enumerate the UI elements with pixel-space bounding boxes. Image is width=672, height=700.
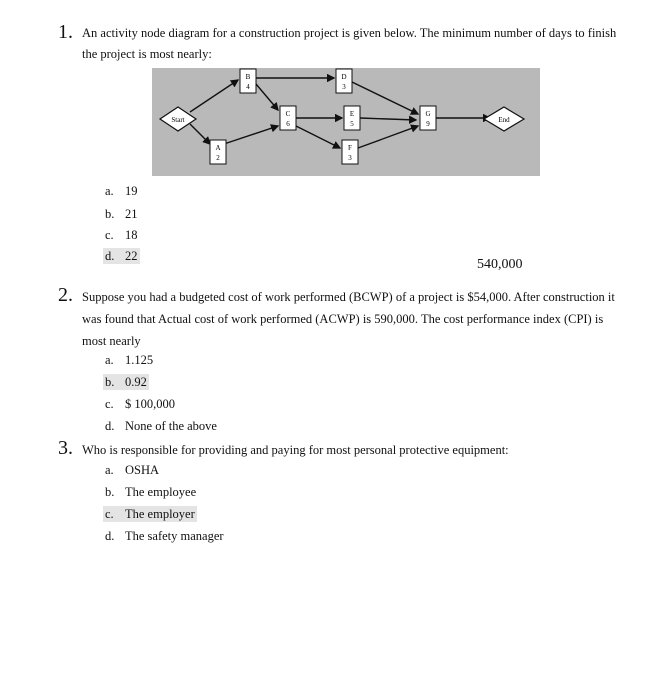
node-b-id: B bbox=[245, 73, 251, 81]
question-1-text-line-2: the project is most nearly: bbox=[82, 47, 212, 61]
q3-option-b-text: The employee bbox=[125, 485, 197, 499]
q2-option-d-text: None of the above bbox=[125, 419, 217, 433]
q2-option-c-text: $ 100,000 bbox=[125, 397, 175, 411]
q3-option-a-letter: a. bbox=[105, 463, 114, 477]
node-c bbox=[280, 106, 296, 130]
node-d bbox=[336, 69, 352, 93]
q2-option-c-letter: c. bbox=[105, 397, 114, 411]
node-c-days: 6 bbox=[286, 120, 290, 128]
q2-option-b-highlight bbox=[103, 374, 149, 390]
q1-option-d-letter: d. bbox=[105, 249, 115, 263]
q2-option-b-letter: b. bbox=[105, 375, 115, 389]
question-2-text-line-1: Suppose you had a budgeted cost of work performed (BCWP) of a project is $54,000. After construction it bbox=[82, 290, 615, 304]
node-f-days: 3 bbox=[348, 154, 352, 162]
q1-option-a-letter: a. bbox=[105, 184, 114, 198]
node-f bbox=[342, 140, 358, 164]
q2-option-a-text: 1.125 bbox=[125, 353, 154, 367]
q1-option-b-text: 21 bbox=[125, 207, 138, 221]
q1-option-c[interactable] bbox=[105, 227, 138, 243]
handwritten-note-value: 540,000 bbox=[477, 257, 523, 272]
q3-option-d-letter: d. bbox=[105, 529, 115, 543]
question-3-text: Who is responsible for providing and paying for most personal protective equipment: bbox=[82, 443, 509, 457]
q1-option-d-highlight bbox=[103, 248, 140, 264]
node-e bbox=[344, 106, 360, 130]
q3-option-c[interactable] bbox=[103, 506, 197, 522]
q2-option-a-letter: a. bbox=[105, 353, 114, 367]
q3-option-d-text: The safety manager bbox=[125, 529, 224, 543]
node-g-id: G bbox=[425, 110, 431, 118]
q1-option-d-text: 22 bbox=[125, 249, 138, 263]
question-2-text-line-2: was found that Actual cost of work performed (ACWP) is 590,000. The cost performance index (CPI) is bbox=[82, 312, 604, 326]
activity-node-diagram bbox=[152, 68, 540, 176]
q2-option-b[interactable] bbox=[103, 374, 149, 390]
q1-option-c-letter: c. bbox=[105, 228, 114, 242]
q1-option-c-text: 18 bbox=[125, 228, 138, 242]
node-b bbox=[240, 69, 256, 93]
q3-option-b-letter: b. bbox=[105, 485, 115, 499]
q2-option-a[interactable] bbox=[105, 352, 153, 368]
node-e-id: E bbox=[349, 110, 355, 118]
q3-option-c-highlight bbox=[103, 506, 197, 522]
q3-option-b[interactable] bbox=[105, 484, 196, 500]
node-d-id: D bbox=[341, 73, 347, 81]
question-2-number: 2. bbox=[58, 284, 73, 306]
node-g bbox=[420, 106, 436, 130]
node-a bbox=[210, 140, 226, 164]
node-f-id: F bbox=[348, 144, 352, 152]
q3-option-d[interactable] bbox=[105, 528, 224, 544]
question-1-number: 1. bbox=[58, 21, 73, 43]
q2-option-c[interactable] bbox=[105, 396, 175, 412]
start-label: Start bbox=[171, 116, 185, 124]
question-2-text-line-3: most nearly bbox=[82, 334, 141, 348]
question-1-text-line-1: An activity node diagram for a construction project is given below. The minimum number of days to finish bbox=[82, 26, 617, 40]
q3-option-c-text: The employer bbox=[125, 507, 195, 521]
end-label: End bbox=[498, 116, 510, 124]
q1-option-a-text: 19 bbox=[125, 184, 138, 198]
node-a-id: A bbox=[215, 144, 221, 152]
node-c-id: C bbox=[285, 110, 291, 118]
node-d-days: 3 bbox=[342, 83, 346, 91]
node-b-days: 4 bbox=[246, 83, 250, 91]
node-e-days: 5 bbox=[350, 120, 354, 128]
q1-option-a[interactable] bbox=[105, 183, 138, 199]
q2-option-d[interactable] bbox=[105, 418, 217, 434]
q3-option-c-letter: c. bbox=[105, 507, 114, 521]
q3-option-a-text: OSHA bbox=[125, 463, 160, 477]
node-a-days: 2 bbox=[216, 154, 220, 162]
q1-option-d[interactable] bbox=[103, 248, 140, 264]
node-g-days: 9 bbox=[426, 120, 430, 128]
q2-option-d-letter: d. bbox=[105, 419, 115, 433]
q1-option-b[interactable] bbox=[105, 206, 138, 222]
q1-option-b-letter: b. bbox=[105, 207, 115, 221]
q2-option-b-text: 0.92 bbox=[125, 375, 147, 389]
q3-option-a[interactable] bbox=[105, 462, 159, 478]
question-3-number: 3. bbox=[58, 437, 73, 459]
